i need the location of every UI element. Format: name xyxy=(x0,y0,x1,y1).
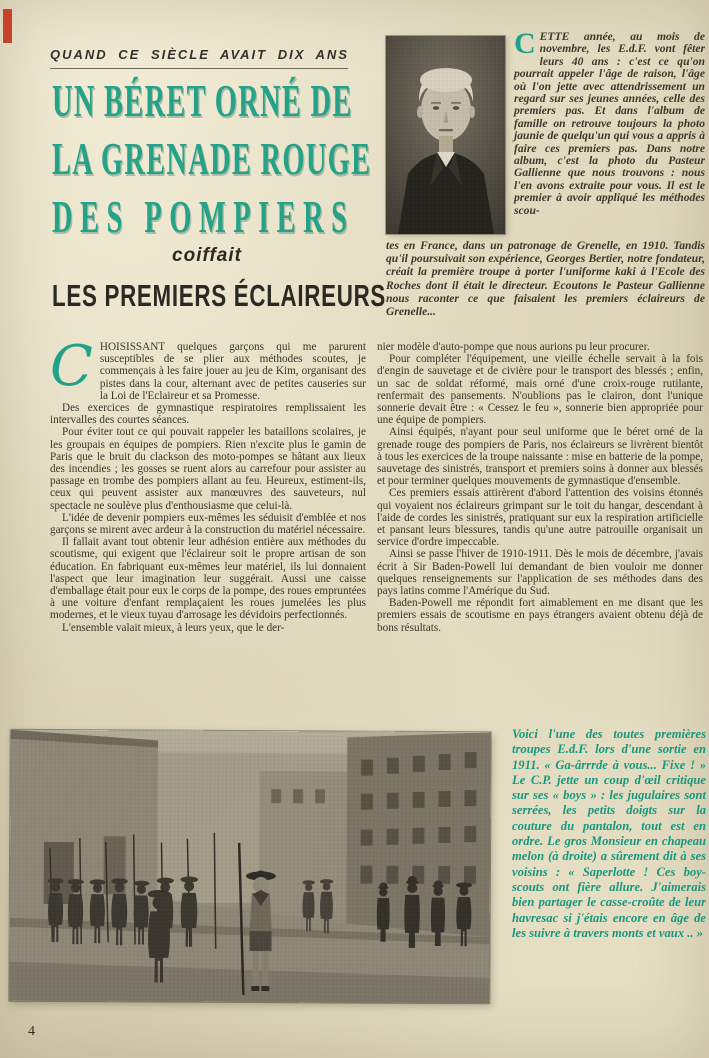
paragraph: L'idée de devenir pompiers eux-mêmes les séduisit d'emblée et nos garçons se mirent avec ardeur à la construction du matériel nécessaire. xyxy=(50,511,366,537)
red-edge-tab xyxy=(3,9,12,43)
title-line-3: DES POMPIERS xyxy=(52,191,355,242)
kicker-headline: QUAND CE SIÈCLE AVAIT DIX ANS xyxy=(50,47,348,69)
page-number: 4 xyxy=(28,1024,35,1039)
paragraph: Ainsi équipés, n'ayant pour seul uniforme que le béret orné de la grenade rouge des pompiers de Paris, nos éclaireurs se livrèrent bientôt à tous les exercices de la troupe naissante : mise en batterie de la pompe, sauvetage des sinistrés, transport et premiers soins à donner aux blessés et pour terminer quelques mouvements de gymnastique d'ensemble. xyxy=(377,426,703,488)
article-column-left xyxy=(50,334,366,634)
paragraph: Il fallait avant tout obtenir leur adhésion entière aux méthodes du scoutisme, qui exigent que l'éclaireur soit le propre artisan de son éducation. En fabriquant eux-mêmes leur matériel, ils lui donnaient l'aspect que leur imagination leur suggérait. Aussi une caisse d'emballage était pour eux le corps de la pompe, des roues empruntées à une voiture d'enfant remplaçaient les roues jumelées les plus modernes, et le vieux tuyau d'arrosage les dévidoirs perfectionnés. xyxy=(50,536,366,622)
paragraph xyxy=(50,334,366,402)
troop-photo-illustration xyxy=(9,730,490,1004)
intro-narrow-text: ETTE année, au mois de novembre, les E.d.F. vont fêter leurs 40 ans : c'est ce qu'on pourrait appeler l'âge de raison, l'âge où l'on jette avec attendrissement un regard sur ses jeunes années, celle des premiers pas. Et dans l'album de famille on retrouve toujours la photo jaunie de quelqu'un qui vous a appris à faire ces premiers pas. Dans notre album, c'est la photo du Pasteur Gallienne que nous trouvons : nous l'en avons extraite pour vous. Il est le premier à avoir appliqué les méthodes scou- xyxy=(514,30,705,217)
photo-caption: Voici l'une des toutes premières troupes E.d.F. lors d'une sortie en 1911. « Ga-ârrrde à vous... Fixe ! » Le C.P. jette un coup d'œil critique sur ses « boys » : les jugulaires sont serrées, les petits doigts sur la couture du pantalon, tout est en ordre. Le gros Monsieur en chapeau melon (à droite) a sûrement dit à ses voisins : « Saperlotte ! Ces boy-scouts ont fière allure. J'aimerais bien partager le casse-croûte de leur havresac si j'étais encore en âge de les suivre à travers monts et vaux .. » xyxy=(512,727,706,940)
paragraph: Ainsi se passe l'hiver de 1910-1911. Dès le mois de décembre, j'avais écrit à Sir Baden-Powell lui demandant de bien vouloir me donner quelques renseignements sur l'application de ses méthodes dans des pays latins comme l'Amérique du Sud. xyxy=(377,548,703,598)
paragraph: Pour éviter tout ce qui pouvait rappeler les bataillons scolaires, je les groupais en équipes de pompiers. Rien n'excite plus le gamin de Paris que le bruit du clackson des moto-pompes se hâtant aux lieux des incendies ; les gosses se ruent alors au carrefour pour assister au passage en trombe des pompiers allant au feu. Heureux, estiment-ils, ceux qui peuvent assister aux manœuvres des sauveteurs, nul spectacle ne soulève plus d'enthousiasme que celui-là. xyxy=(50,426,366,512)
paragraph: Des exercices de gymnastique respiratoires remplissaient les intervalles des courtes séances. xyxy=(50,402,366,427)
article-subtitle: LES PREMIERS ÉCLAIREURS xyxy=(52,278,387,313)
intro-column-wide: tes en France, dans un patronage de Grenelle, en 1910. Tandis qu'il poursuivait son expérience, Georges Bertier, notre fondateur, créait la première troupe à porter l'uniforme kaki à l'Ecole des Roches dont il était le directeur. Ecoutons le Pasteur Gallienne nous raconter ce que faisaient les premiers éclaireurs de Grenelle... xyxy=(386,239,705,319)
portrait-illustration xyxy=(386,36,505,234)
article-column-right xyxy=(377,341,703,634)
article-drop-cap: C xyxy=(50,334,93,399)
paragraph: L'ensemble valait mieux, à leurs yeux, que le der- xyxy=(62,621,285,634)
paragraph-text: HOISISSANT quelques garçons qui me parurent susceptibles de se plier aux méthodes scoutes, je commençais à les faire jouer au jeu de Kim, organisant des pistes dans la cour, alternant avec de petites causeries sur la Loi de l'Eclaireur et sa Promesse. xyxy=(99,341,366,402)
paragraph: Ces premiers essais attirèrent d'abord l'attention des voisins étonnés qui voyaient nos éclaireurs grimpant sur le toit du hangar, descendant à l'aide de cordes les sinistrés, pratiquant sur eux la respiration artificielle et pansant leurs blessures, tandis qu'une autre patrouille organisait un service d'ordre impeccable. xyxy=(377,487,703,549)
title-line-2: LA GRENADE ROUGE xyxy=(52,133,372,184)
paragraph: nier modèle d'auto-pompe que nous aurions pu leur procurer. xyxy=(377,341,650,353)
article-title xyxy=(52,72,372,246)
intro-column-narrow xyxy=(514,27,705,217)
troop-photo-1911 xyxy=(9,730,490,1004)
title-linker-word: coiffait xyxy=(172,245,242,266)
title-line-1: UN BÉRET ORNÉ DE xyxy=(52,75,353,126)
paragraph: Baden-Powell me répondit fort aimablement en me disant que les premiers essais de scoutisme en pays étrangers avaient obtenu déjà de bons résultats. xyxy=(377,597,703,634)
portrait-photo-pasteur-gallienne xyxy=(386,36,505,234)
paragraph: Pour compléter l'équipement, une vieille échelle servait à la fois d'engin de sauvetage et de civière pour le transport des blessés ; enfin, un sac de soldat réformé, mais orné d'une croix-rouge rutilante, renfermait des pansements. N'oublions pas le clairon, dont l'unique sonnerie devait être : « Cessez le feu », sonnerie bien appropriée pour une équipe de pompiers. xyxy=(377,353,703,427)
intro-drop-cap: C xyxy=(514,27,536,60)
